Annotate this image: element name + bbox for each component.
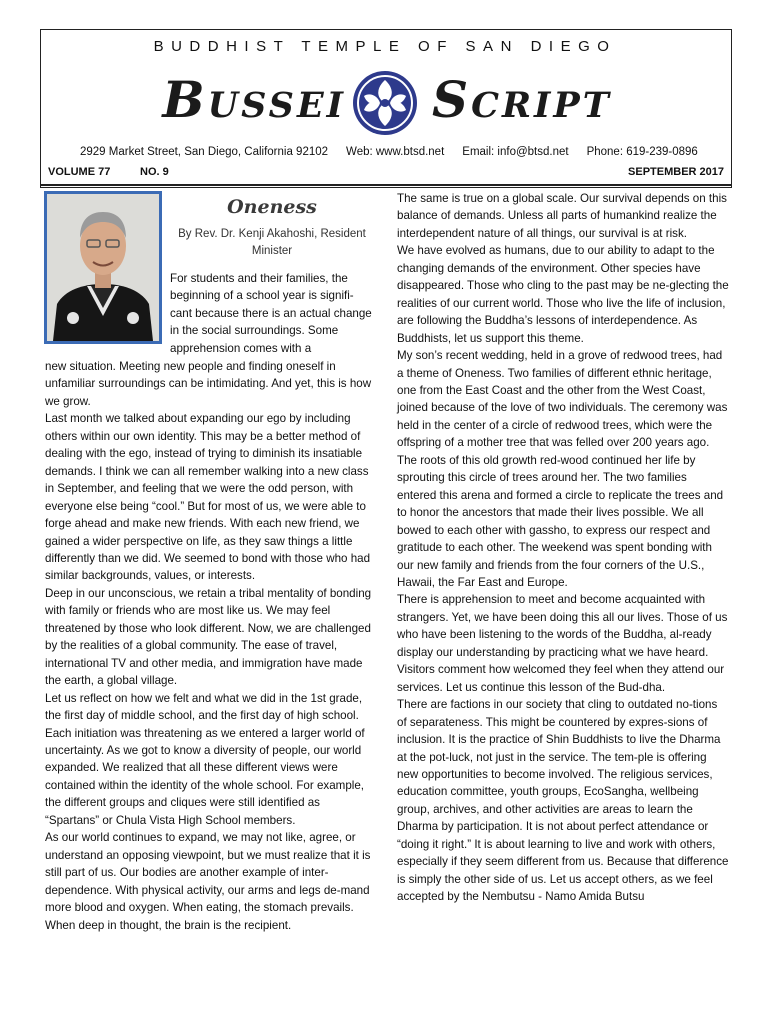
issue-number: NO. 9 xyxy=(140,166,169,178)
article-title: Oneness xyxy=(227,196,317,218)
paragraph: Deep in our unconscious, we retain a tribal mentality of bonding with family or friends who are most like us. We may feel threatened by those who look different. Now, we are challenged by the realities of a global community. The ease of travel, international TV and other media, and immigration have made the earth, a global village. xyxy=(45,586,372,688)
masthead-title-left: Bussei xyxy=(162,70,346,129)
article-wrap-text xyxy=(170,270,375,357)
paragraph: As our world continues to expand, we may not like, agree, or understand an opposing viewpoint, but we must realize that it is still part of us. Our bodies are another example of inter-dependence. With physical activity, our arms and legs de-mand more blood and oxygen. When eating, the stomach prevails. When deep in thought, the brain is the recipient. xyxy=(45,831,371,932)
contact-line xyxy=(80,146,700,158)
paragraph: There are factions in our society that cling to outdated no-tions of separateness. This might be countered by expres-sions of inclusion. It is the practice of Shin Buddhists to live the Dharma at the pot-luck, not just in the service. The tem-ple is offering new opportunities to become involved. The religious services, education committee, youth groups, EcoSangha, wellbeing group, archives, and other activities are areas to learn the Dharma by participation. It is not about perfect attendance or “doing it right.” It is about learning to live and work with others, especially if they seem different from us. Because that difference is simply the other side of us. Let us accept others, as we feel accepted by the Nembutsu - Namo Amida Butsu xyxy=(397,698,729,904)
header-divider xyxy=(40,184,732,186)
temple-name: BUDDHIST TEMPLE OF SAN DIEGO xyxy=(153,38,617,55)
paragraph: My son’s recent wedding, held in a grove of redwood trees, had a theme of Oneness. Two families of different ethnic heritage, one from the East Coast and the other from the West Coast, joined because of the love of two individuals. The ceremony was held in the center of a circle of redwood trees, which were the offspring of a mother tree that was felled over 200 years ago. The roots of this old growth red-wood continued her life by sprouting this circle of trees around her. The two families entered this arena and formed a circle to replicate the trees and to honor the ancestors that made their lives possible. We all bowed to each other with gassho, to express our respect and gratitude to each other. The weekend was spent bonding with our new family and friends from the four corners of the U.S., Hawaii, the Far East and Europe. xyxy=(397,349,728,589)
phone: Phone: 619-239-0896 xyxy=(586,146,698,158)
volume: VOLUME 77 xyxy=(48,166,111,178)
paragraph: new situation. Meeting new people and finding oneself in unfamiliar surroundings can be intimidating. And yet, this is how we grow. xyxy=(45,360,372,408)
article-left-column xyxy=(45,358,375,934)
temple-crest-icon xyxy=(352,70,418,136)
paragraph: There is apprehension to meet and become acquainted with strangers. Yet, we have been doing this all our lives. Those of us who have been listening to the words of the Buddha, al-ready display our understanding by practicing what we have heard. Visitors comment how welcomed they feel when they attend our services. Let us continue this lesson of the Bud-dha. xyxy=(397,593,728,694)
paragraph: Let us reflect on how we felt and what we did in the 1st grade, the first day of middle school, and the first day of high school. Each initiation was threatening as we entered a larger world of uncertainty. As we got to know a diversity of people, our world expanded. We realized that all these different views were contained within the identity of the whole school. For example, the different groups and cliques were still identified as “Spartans” or Chula Vista High School members. xyxy=(45,691,365,827)
email: Email: info@btsd.net xyxy=(462,146,569,158)
website: Web: www.btsd.net xyxy=(346,146,445,158)
paragraph: For students and their families, the beginning of a school year is signifi-cant because there is an actual change in the social surroundings. Some apprehension comes with a xyxy=(170,272,372,355)
paragraph: We have evolved as humans, due to our ability to adapt to the changing demands of the environment. Other species have disappeared. Those who cling to the past may be ne-glecting the realities of our current world. Those who live the life of inclusion, are following the Buddha’s lessons of interdependence. As Buddhists, let us support this theme. xyxy=(397,244,729,345)
masthead xyxy=(0,68,770,140)
paragraph: Last month we talked about expanding our ego by including others within our own identity. This may be a better method of dealing with the ego, instead of trying to diminish its insatiable demands. I think we can all remember walking into a new class in September, and feeling that we were the odd person, with everyone else being “cool.” But for most of us, we were able to forge ahead and make new friends. With each new friend, we gained a wider perspective on life, as they saw things a little differently than we did. We seemed to bond with those who had similar backgrounds, values, or interests. xyxy=(45,412,371,583)
author-photo xyxy=(44,191,162,344)
issue-date: SEPTEMBER 2017 xyxy=(628,166,724,178)
article-right-column xyxy=(397,190,729,906)
article-byline: By Rev. Dr. Kenji Akahoshi, Resident Minister xyxy=(178,228,366,257)
masthead-title-right: Script xyxy=(432,70,612,129)
issue-line xyxy=(48,166,724,184)
paragraph: The same is true on a global scale. Our survival depends on this balance of demands. Unless all parts of humankind realize the interdependent nature of all things, our survival is at risk. xyxy=(397,192,727,240)
address: 2929 Market Street, San Diego, California 92102 xyxy=(80,146,329,158)
